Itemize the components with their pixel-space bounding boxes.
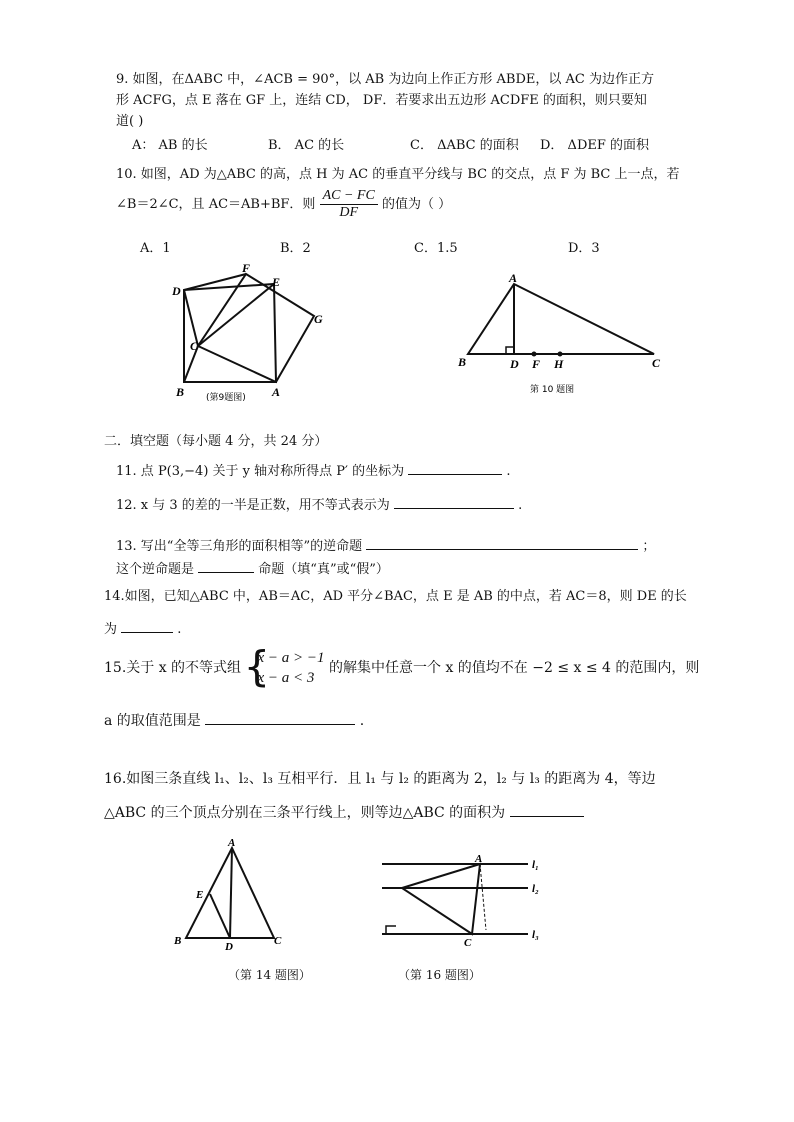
q16-line1: 16.如图三条直线 l₁、l₂、l₃ 互相平行．且 l₁ 与 l₂ 的距离为 2，l₂ 与 l₃ 的距离为 4，等边 bbox=[104, 771, 656, 787]
fig14-label-d: D bbox=[225, 941, 233, 953]
q15-brace: { bbox=[243, 642, 271, 691]
q13-truth-blank[interactable] bbox=[198, 559, 254, 573]
fig10-label-f: F bbox=[532, 357, 541, 371]
q10-option-b: B．2 bbox=[280, 241, 311, 256]
fig9-segment-ce bbox=[198, 284, 274, 346]
fig9-label-e: E bbox=[272, 275, 281, 289]
q12-answer-blank[interactable] bbox=[394, 495, 514, 509]
q9-line1: 9. 如图，在ΔABC 中，∠ACB = 90°，以 AB 为边向上作正方形 ABDE，以 AC 为边作正方 bbox=[116, 72, 654, 87]
q15-inequality-system bbox=[243, 642, 325, 691]
q15-answer-blank[interactable] bbox=[205, 711, 355, 725]
fig9-caption: (第9题图) bbox=[206, 393, 246, 403]
fig10-label-b: B bbox=[458, 355, 467, 369]
fig16-label-c: C bbox=[464, 937, 472, 949]
q15-period: . bbox=[359, 713, 365, 729]
q15-line2 bbox=[104, 710, 364, 730]
q9-option-c: C． ΔABC 的面积 bbox=[410, 138, 519, 153]
q12 bbox=[116, 494, 522, 513]
q14-period: . bbox=[177, 622, 182, 637]
q9-line3: 道( ) bbox=[116, 114, 144, 129]
q16-line2-text: △ABC 的三个顶点分别在三条平行线上，则等边△ABC 的面积为 bbox=[104, 805, 506, 821]
q15-text-pre: 15.关于 x 的不等式组 bbox=[104, 660, 242, 676]
fig9-square-acfg bbox=[198, 274, 314, 382]
fig9-label-g: G bbox=[314, 312, 323, 326]
fig10-label-d: D bbox=[510, 357, 519, 371]
fig10-label-h: H bbox=[554, 357, 564, 371]
fig14-label-b: B bbox=[174, 935, 182, 947]
q16-answer-blank[interactable] bbox=[510, 803, 584, 817]
q10-option-a: A．1 bbox=[140, 241, 171, 256]
q13-line1 bbox=[116, 535, 655, 554]
fig9-label-c: C bbox=[190, 339, 199, 353]
q14-line1: 14.如图，已知△ABC 中，AB＝AC，AD 平分∠BAC，点 E 是 AB 的中点，若 AC＝8，则 DE 的长 bbox=[104, 589, 687, 604]
fig14-label-a: A bbox=[228, 837, 236, 849]
q10-option-d: D．3 bbox=[568, 241, 600, 256]
q10-fraction bbox=[320, 188, 378, 221]
fig10-triangle-abc bbox=[468, 284, 654, 354]
q16-line2 bbox=[104, 802, 584, 822]
q9-option-b: B． AC 的长 bbox=[268, 138, 345, 153]
fig14-segment-ad bbox=[230, 848, 232, 938]
q10-fraction-numerator: AC − FC bbox=[320, 188, 378, 205]
q13-line2-post: 命题（填“真”或“假”） bbox=[258, 562, 389, 577]
q13-semicolon: ； bbox=[642, 539, 656, 554]
q10-fraction-denominator: DF bbox=[339, 205, 359, 220]
fig16-label-l2: l₂ bbox=[532, 883, 539, 895]
q11-period: . bbox=[506, 464, 511, 479]
q13-line2 bbox=[116, 558, 389, 577]
fig10-right-angle-mark bbox=[506, 347, 514, 354]
fig14-caption: （第 14 题图） bbox=[228, 968, 311, 982]
q10-line2 bbox=[116, 188, 451, 221]
q12-period: . bbox=[518, 498, 523, 513]
figure-9 bbox=[168, 262, 338, 404]
fig10-point-f bbox=[532, 352, 537, 357]
q13-converse-blank[interactable] bbox=[366, 536, 638, 550]
fig10-label-c: C bbox=[652, 356, 661, 370]
fig10-label-a: A bbox=[509, 271, 518, 285]
q11-text: 11. 点 P(3,−4) 关于 y 轴对称所得点 P′ 的坐标为 bbox=[116, 464, 405, 479]
q12-text: 12. x 与 3 的差的一半是正数，用不等式表示为 bbox=[116, 498, 390, 513]
q9-option-a: A： AB 的长 bbox=[132, 138, 208, 153]
fig14-label-c: C bbox=[274, 935, 282, 947]
fig9-label-a: A bbox=[272, 385, 281, 399]
q15-line2-pre: a 的取值范围是 bbox=[104, 713, 201, 729]
q13-text: 13. 写出“全等三角形的面积相等”的逆命题 bbox=[116, 539, 363, 554]
q15-inequality-1: x − a > −1 bbox=[257, 650, 325, 666]
q14-line2-pre: 为 bbox=[104, 622, 118, 637]
fig16-right-angle-mark bbox=[386, 926, 396, 934]
q15-inequality-2: x − a < 3 bbox=[257, 670, 315, 686]
fig9-label-d: D bbox=[172, 284, 181, 298]
figure-14 bbox=[170, 836, 290, 956]
fig16-label-l3: l₃ bbox=[532, 929, 539, 941]
q10-line2-pre: ∠B＝2∠C，且 AC＝AB+BF．则 bbox=[116, 197, 316, 212]
fig14-label-e: E bbox=[196, 889, 204, 901]
fig16-label-a: A bbox=[475, 853, 483, 865]
fig9-label-f: F bbox=[242, 262, 251, 275]
fig10-caption: 第 10 题图 bbox=[530, 385, 575, 395]
q9-option-d: D． ΔDEF 的面积 bbox=[540, 138, 650, 153]
q9-line2: 形 ACFG，点 E 落在 GF 上，连结 CD， DF．若要求出五边形 ACDFE 的面积，则只要知 bbox=[116, 93, 647, 108]
fig16-caption: （第 16 题图） bbox=[398, 968, 481, 982]
figure-10 bbox=[450, 268, 670, 400]
section-2-title: 二．填空题（每小题 4 分，共 24 分） bbox=[104, 434, 328, 449]
q10-line1: 10. 如图，AD 为△ABC 的高，点 H 为 AC 的垂直平分线与 BC 的交点，点 F 为 BC 上一点，若 bbox=[116, 167, 680, 182]
fig14-segment-de bbox=[210, 894, 230, 938]
fig10-point-h bbox=[558, 352, 563, 357]
fig16-triangle-abc bbox=[402, 864, 480, 934]
fig16-aux-line bbox=[480, 864, 486, 930]
q11-answer-blank[interactable] bbox=[408, 461, 502, 475]
q14-answer-blank[interactable] bbox=[121, 619, 173, 633]
fig9-segment-cd bbox=[184, 290, 198, 346]
fig16-label-l1: l₁ bbox=[532, 859, 539, 871]
q10-line2-post: 的值为（ ） bbox=[381, 197, 452, 212]
q13-line2-pre: 这个逆命题是 bbox=[116, 562, 195, 577]
figure-16 bbox=[378, 846, 548, 950]
q15-line1 bbox=[104, 642, 700, 691]
q15-text-post: 的解集中任意一个 x 的值均不在 −2 ≤ x ≤ 4 的范围内，则 bbox=[329, 660, 700, 676]
q14-line2 bbox=[104, 618, 181, 637]
fig9-label-b: B bbox=[176, 385, 185, 399]
q10-option-c: C．1.5 bbox=[414, 241, 458, 256]
q11 bbox=[116, 460, 511, 479]
